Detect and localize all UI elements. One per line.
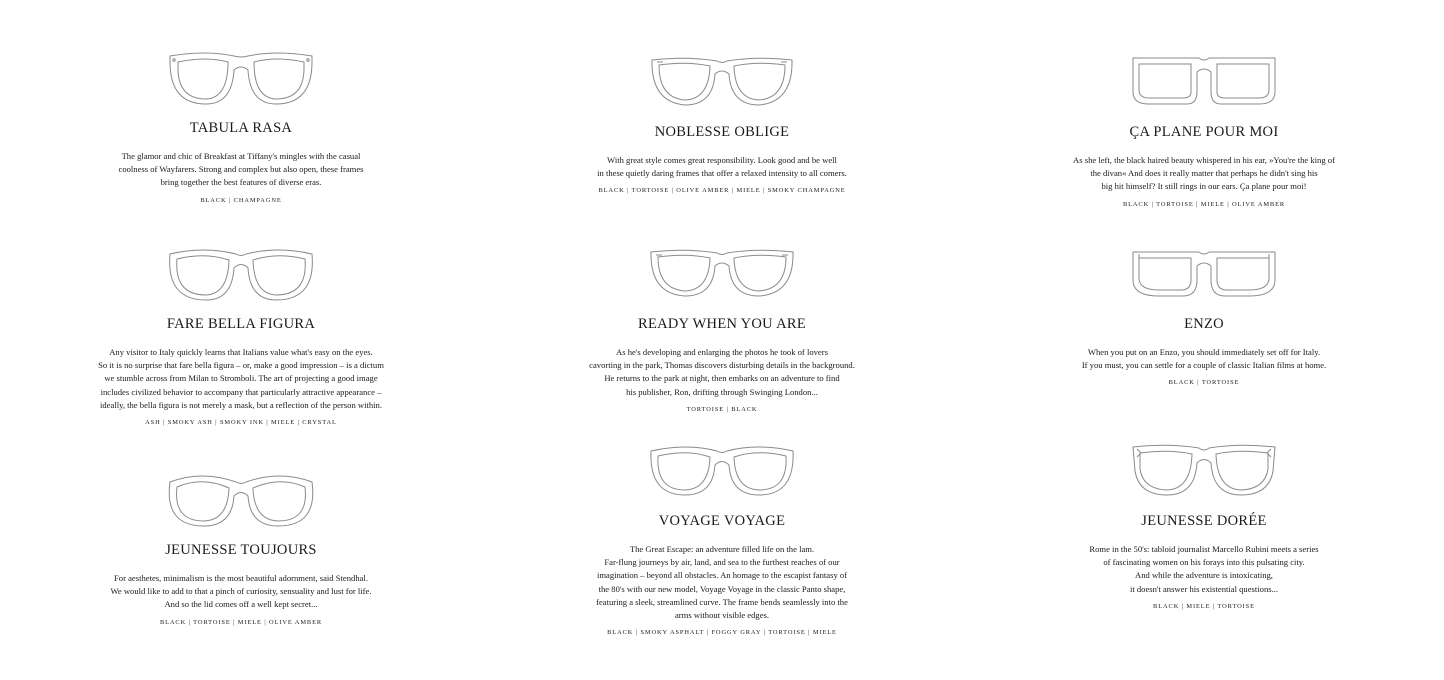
product-description: Rome in the 50's: tabloid journalist Marcello Rubini meets a series of fascinating women on his forays into this pulsating city. And while the adventure is intoxicating, it doesn't answer his existential questions... xyxy=(1089,544,1319,594)
product-colors: BLACK | TORTOISE | OLIVE AMBER | MIELE | SMOKY CHAMPAGNE xyxy=(598,187,846,195)
product-title[interactable]: ÇA PLANE POUR MOI xyxy=(1129,124,1279,140)
glasses-enzo-icon xyxy=(1129,244,1279,306)
product-description: As she left, the black haired beauty whispered in his ear, »You're the king of the divan« And does it really matter that perhaps he didn't sing his big hit himself? It still rings in our ears. Ça plane pour moi! xyxy=(1073,155,1335,192)
product-title[interactable]: TABULA RASA xyxy=(189,120,293,136)
product-card-fare-bella-figura[interactable] xyxy=(76,244,406,427)
product-card-jeunesse-doree[interactable] xyxy=(1039,441,1369,611)
product-colors: ASH | SMOKY ASH | SMOKY INK | MIELE | CRYSTAL xyxy=(145,419,337,427)
glasses-noblesse-oblige-icon xyxy=(647,52,797,114)
product-colors: BLACK | CHAMPAGNE xyxy=(200,196,282,204)
glasses-voyage-voyage-icon xyxy=(647,441,797,503)
product-colors: TORTOISE | BLACK xyxy=(686,405,758,413)
product-colors: BLACK | TORTOISE | MIELE | OLIVE AMBER xyxy=(159,618,323,626)
product-description: As he's developing and enlarging the photos he took of lovers cavorting in the park, Thomas discovers disturbing details in the background. He returns to the park at night, then embarks on an adventure to find his publisher, Ron, drifting through Swinging London... xyxy=(589,347,855,397)
product-description: When you put on an Enzo, you should immediately set off for Italy. If you must, you can settle for a couple of classic Italian films at home. xyxy=(1081,347,1327,371)
glasses-tabula-rasa-icon xyxy=(166,48,316,110)
glasses-ca-plane-pour-moi-icon xyxy=(1129,52,1279,114)
product-card-ready-when-you-are[interactable] xyxy=(557,244,887,414)
glasses-ready-when-you-are-icon xyxy=(647,244,797,306)
product-title[interactable]: ENZO xyxy=(1184,316,1224,332)
product-description: The Great Escape: an adventure filled life on the lam. Far-flung journeys by air, land, and sea to the furthest reaches of our imagination – beyond all obstacles. An homage to the escapist fantasy of the 80's with our new model, Voyage Voyage in the classic Panto shape, featuring a sleek, streamlined curve. The frame bends seamlessly into the arms without visible edges. xyxy=(596,544,848,621)
product-title[interactable]: JEUNESSE DORÉE xyxy=(1141,513,1267,529)
glasses-jeunesse-doree-icon xyxy=(1129,441,1279,503)
product-card-ca-plane-pour-moi[interactable] xyxy=(1039,52,1369,209)
product-colors: BLACK | SMOKY ASPHALT | FOGGY GRAY | TORTOISE | MIELE xyxy=(607,629,837,637)
product-card-jeunesse-toujours[interactable] xyxy=(76,470,406,627)
product-card-noblesse-oblige[interactable] xyxy=(557,52,887,195)
product-colors: BLACK | TORTOISE | MIELE | OLIVE AMBER xyxy=(1122,200,1286,208)
product-description: With great style comes great responsibility. Look good and be well in these quietly daring frames that offer a relaxed intensity to all comers. xyxy=(597,155,847,179)
glasses-fare-bella-figura-icon xyxy=(166,244,316,306)
product-description: For aesthetes, minimalism is the most beautiful adornment, said Stendhal. We would like to add to that a pinch of curiosity, sensuality and lust for life. And so the lid comes off a well kept secret... xyxy=(110,573,372,610)
product-card-tabula-rasa[interactable] xyxy=(76,48,406,205)
product-description: The glamor and chic of Breakfast at Tiffany's mingles with the casual coolness of Wayfarers. Strong and complex but also open, these frames bring together the best features of diverse eras. xyxy=(118,151,364,188)
product-title[interactable]: READY WHEN YOU ARE xyxy=(638,316,806,332)
product-title[interactable]: VOYAGE VOYAGE xyxy=(658,513,786,529)
product-title[interactable]: NOBLESSE OBLIGE xyxy=(654,124,790,140)
product-title[interactable]: FARE BELLA FIGURA xyxy=(166,316,316,332)
product-description: Any visitor to Italy quickly learns that Italians value what's easy on the eyes. So it is no surprise that fare bella figura – or, make a good impression – is a dictum we stumble across from Milan to Stromboli. The art of projecting a good image includes civilized behavior to accompany that particularly attractive appearance – ideally, the bella figura is not merely a mask, but a reflection of the person within. xyxy=(98,347,384,410)
product-card-enzo[interactable] xyxy=(1039,244,1369,387)
product-colors: BLACK | TORTOISE xyxy=(1168,379,1240,387)
product-title[interactable]: JEUNESSE TOUJOURS xyxy=(165,542,317,558)
product-colors: BLACK | MIELE | TORTOISE xyxy=(1153,602,1255,610)
glasses-jeunesse-toujours-icon xyxy=(166,470,316,532)
product-card-voyage-voyage[interactable] xyxy=(557,441,887,637)
